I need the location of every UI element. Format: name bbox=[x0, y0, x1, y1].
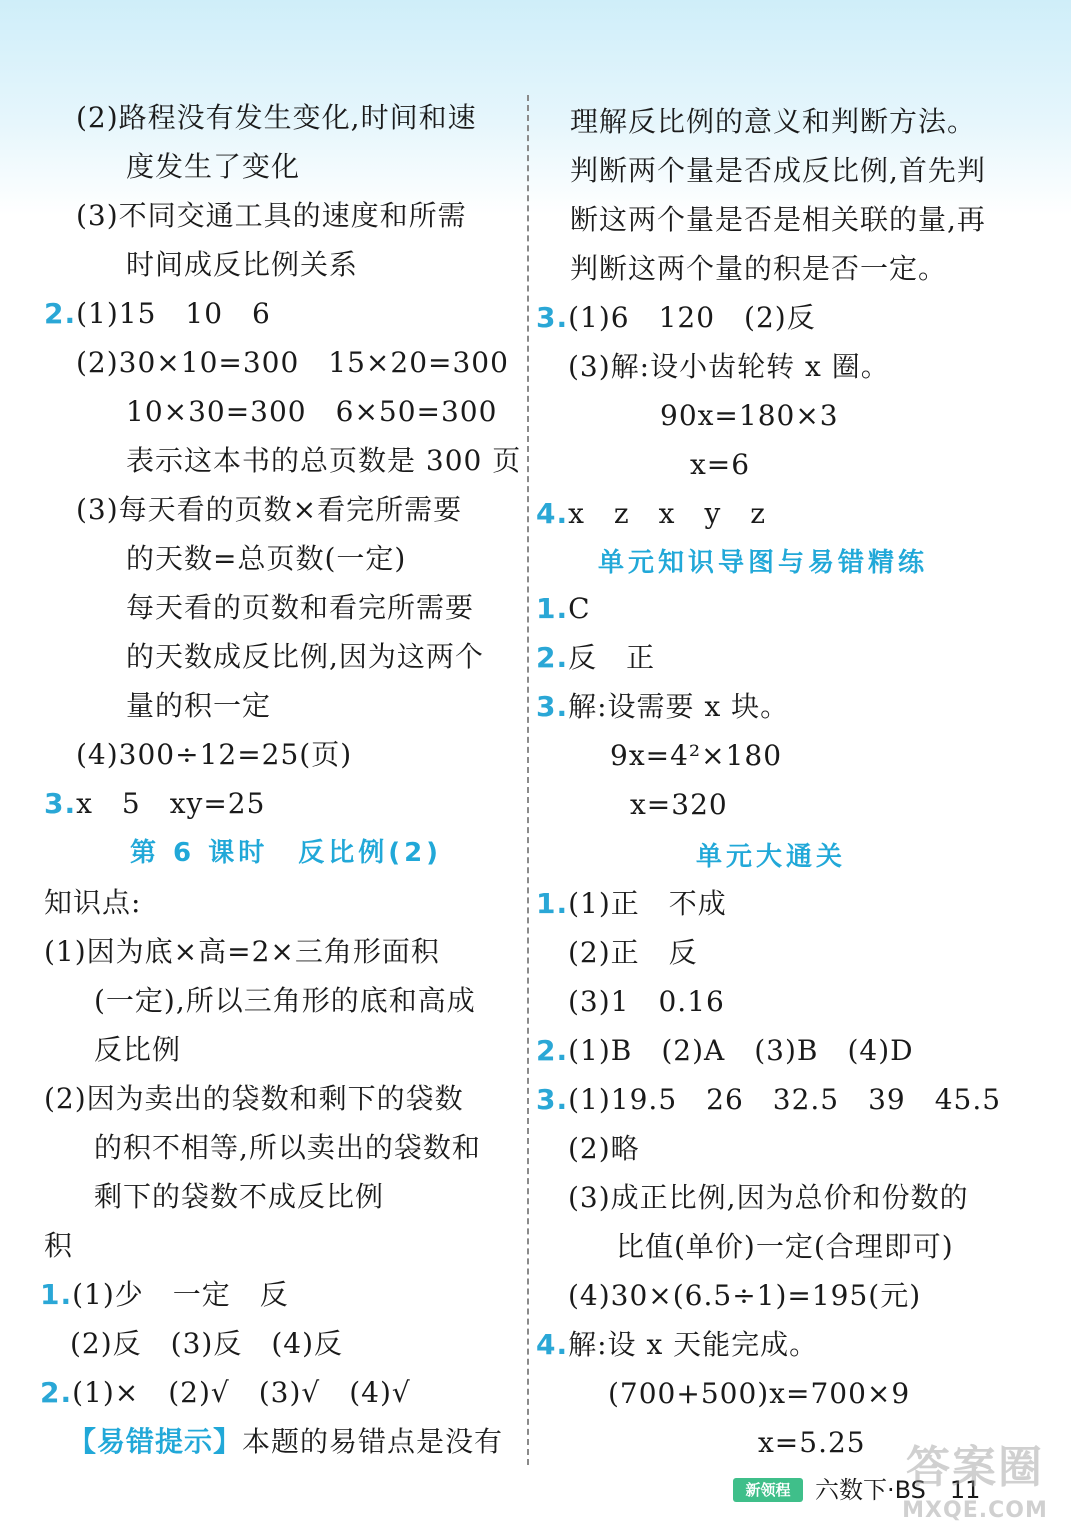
answer-line bbox=[536, 1321, 818, 1369]
question-number: 4. bbox=[536, 1328, 569, 1361]
answer-text: (3)成正比例,因为总价和份数的 bbox=[568, 1181, 969, 1214]
answer-line bbox=[758, 1419, 866, 1467]
answer-text: 时间成反比例关系 bbox=[126, 248, 359, 281]
question-number: 3. bbox=[44, 787, 77, 820]
answer-text: x z x y z bbox=[568, 497, 767, 530]
column-divider bbox=[527, 95, 529, 1465]
answer-text: (3)每天看的页数×看完所需要 bbox=[76, 493, 463, 526]
answer-line bbox=[126, 584, 474, 632]
answer-line bbox=[126, 682, 271, 730]
answer-text: (1)15 10 6 bbox=[76, 297, 271, 330]
answer-line bbox=[536, 634, 655, 682]
answer-line bbox=[536, 490, 766, 538]
question-number: 2. bbox=[44, 297, 77, 330]
answer-text: (2)反 (3)反 (4)反 bbox=[70, 1327, 343, 1360]
answer-text: 反比例 bbox=[94, 1033, 182, 1066]
answer-text: (1)因为底×高=2×三角形面积 bbox=[44, 935, 440, 968]
question-number: 2. bbox=[40, 1376, 73, 1409]
answer-text: 的天数=总页数(一定) bbox=[126, 542, 407, 575]
answer-line bbox=[536, 880, 727, 928]
answer-text: 解:设 x 天能完成。 bbox=[568, 1328, 819, 1361]
error-tip-label: 【易错提示】 bbox=[68, 1425, 243, 1458]
answer-text: (2)略 bbox=[568, 1132, 640, 1165]
answer-line bbox=[76, 486, 462, 534]
answer-text: 理解反比例的意义和判断方法。 bbox=[570, 105, 977, 138]
answer-line bbox=[570, 98, 976, 146]
answer-line bbox=[76, 339, 509, 387]
answer-text: C bbox=[568, 592, 591, 625]
answer-line bbox=[94, 1173, 384, 1221]
question-number: 1. bbox=[40, 1278, 73, 1311]
question-number: 2. bbox=[536, 641, 569, 674]
answer-text: (2)路程没有发生变化,时间和速 bbox=[76, 101, 477, 134]
answer-text: 判断这两个量的积是否一定。 bbox=[570, 252, 948, 285]
answer-line bbox=[568, 978, 725, 1026]
answer-line bbox=[44, 879, 141, 927]
answer-text: (2)因为卖出的袋数和剩下的袋数 bbox=[44, 1082, 464, 1115]
answer-line bbox=[610, 732, 782, 780]
answer-line bbox=[568, 343, 890, 391]
question-number: 1. bbox=[536, 887, 569, 920]
answer-text: 反 正 bbox=[568, 641, 656, 674]
watermark-small: MXQE.COM bbox=[902, 1498, 1048, 1523]
answer-text: (1)6 120 (2)反 bbox=[568, 301, 816, 334]
error-tip bbox=[68, 1418, 503, 1466]
answer-text: (4)30×(6.5÷1)=195(元) bbox=[568, 1279, 922, 1312]
section-title-unit-test: 单元大通关 bbox=[696, 842, 847, 872]
answer-text: (3)不同交通工具的速度和所需 bbox=[76, 199, 467, 232]
answer-line bbox=[630, 781, 728, 829]
answer-line bbox=[126, 143, 300, 191]
answer-line bbox=[536, 585, 591, 633]
answer-text: 判断两个量是否成反比例,首先判 bbox=[570, 154, 986, 187]
answer-text: 的积不相等,所以卖出的袋数和 bbox=[94, 1131, 481, 1164]
answer-line bbox=[568, 1272, 921, 1320]
answer-text: 量的积一定 bbox=[126, 689, 272, 722]
answer-line bbox=[76, 94, 477, 142]
answer-line bbox=[660, 392, 839, 440]
answer-text: 知识点: bbox=[44, 886, 142, 919]
watermark-logo bbox=[880, 1440, 1070, 1536]
answer-text: 的天数成反比例,因为这两个 bbox=[126, 640, 484, 673]
publisher-badge: 新领程 bbox=[733, 1478, 803, 1502]
answer-line bbox=[608, 1370, 910, 1418]
answer-text: (1)正 不成 bbox=[568, 887, 727, 920]
answer-text: 剩下的袋数不成反比例 bbox=[94, 1180, 385, 1213]
answer-line bbox=[690, 441, 750, 489]
answer-text: (1)少 一定 反 bbox=[72, 1278, 289, 1311]
answer-text: x=320 bbox=[630, 788, 728, 821]
answer-line bbox=[126, 437, 521, 485]
answer-text: 积 bbox=[44, 1229, 74, 1262]
answer-line bbox=[76, 731, 352, 779]
section-title-lesson6: 第 6 课时 反比例(2) bbox=[130, 838, 443, 868]
answer-line bbox=[126, 241, 358, 289]
answer-text: 断这两个量是否是相关联的量,再 bbox=[570, 203, 986, 236]
answer-line bbox=[94, 1124, 481, 1172]
answer-line bbox=[570, 196, 986, 244]
answer-line bbox=[44, 928, 440, 976]
answer-line bbox=[70, 1320, 343, 1368]
section-title-unit-map: 单元知识导图与易错精练 bbox=[598, 548, 929, 578]
question-number: 3. bbox=[536, 301, 569, 334]
answer-text: x=5.25 bbox=[758, 1426, 866, 1459]
answer-line bbox=[568, 1174, 969, 1222]
answer-text: 9x=4²×180 bbox=[610, 739, 783, 772]
answer-text: (1)B (2)A (3)B (4)D bbox=[568, 1034, 914, 1067]
error-tip-text: 本题的易错点是没有 bbox=[242, 1425, 504, 1458]
answer-text: (2)正 反 bbox=[568, 936, 698, 969]
answer-text: 比值(单价)一定(合理即可) bbox=[616, 1230, 954, 1263]
answer-line bbox=[536, 294, 816, 342]
answer-line bbox=[616, 1223, 954, 1271]
question-number: 3. bbox=[536, 690, 569, 723]
answer-line bbox=[536, 1076, 1001, 1124]
answer-text: (1)× (2)√ (3)√ (4)√ bbox=[72, 1376, 411, 1409]
answer-text: 90x=180×3 bbox=[660, 399, 839, 432]
answer-line bbox=[40, 1369, 411, 1417]
answer-line bbox=[126, 535, 406, 583]
answer-text: x=6 bbox=[690, 448, 751, 481]
watermark-big: 答案圈 bbox=[906, 1442, 1044, 1493]
question-number: 3. bbox=[536, 1083, 569, 1116]
answer-text: x 5 xy=25 bbox=[76, 787, 266, 820]
answer-text: 10×30=300 6×50=300 bbox=[126, 395, 498, 428]
question-number: 2. bbox=[536, 1034, 569, 1067]
answer-line bbox=[44, 290, 271, 338]
answer-line bbox=[76, 192, 467, 240]
answer-line bbox=[94, 1026, 181, 1074]
answer-line bbox=[44, 780, 265, 828]
answer-line bbox=[568, 929, 698, 977]
footer-page-label: 六数下·BS 11 bbox=[815, 1476, 981, 1504]
answer-line bbox=[126, 633, 484, 681]
answer-text: (3)1 0.16 bbox=[568, 985, 725, 1018]
question-number: 1. bbox=[536, 592, 569, 625]
answer-text: 解:设需要 x 块。 bbox=[568, 690, 790, 723]
answer-line bbox=[44, 1075, 464, 1123]
answer-line bbox=[570, 245, 947, 293]
answer-text: (一定),所以三角形的底和高成 bbox=[94, 984, 476, 1017]
answer-text: (2)30×10=300 15×20=300 bbox=[76, 346, 509, 379]
answer-line bbox=[536, 683, 789, 731]
answer-text: 每天看的页数和看完所需要 bbox=[126, 591, 475, 624]
answer-line bbox=[126, 388, 497, 436]
answer-line bbox=[40, 1271, 289, 1319]
answer-text: (1)19.5 26 32.5 39 45.5 bbox=[568, 1083, 1002, 1116]
answer-line bbox=[570, 147, 986, 195]
answer-line bbox=[44, 1222, 73, 1270]
answer-text: 度发生了变化 bbox=[126, 150, 301, 183]
answer-line bbox=[568, 1125, 640, 1173]
answer-line bbox=[536, 1027, 914, 1075]
answer-text: 表示这本书的总页数是 300 页 bbox=[126, 444, 522, 477]
answer-text: (700+500)x=700×9 bbox=[608, 1377, 911, 1410]
answer-text: (3)解:设小齿轮转 x 圈。 bbox=[568, 350, 890, 383]
question-number: 4. bbox=[536, 497, 569, 530]
answer-text: (4)300÷12=25(页) bbox=[76, 738, 353, 771]
answer-line bbox=[94, 977, 476, 1025]
